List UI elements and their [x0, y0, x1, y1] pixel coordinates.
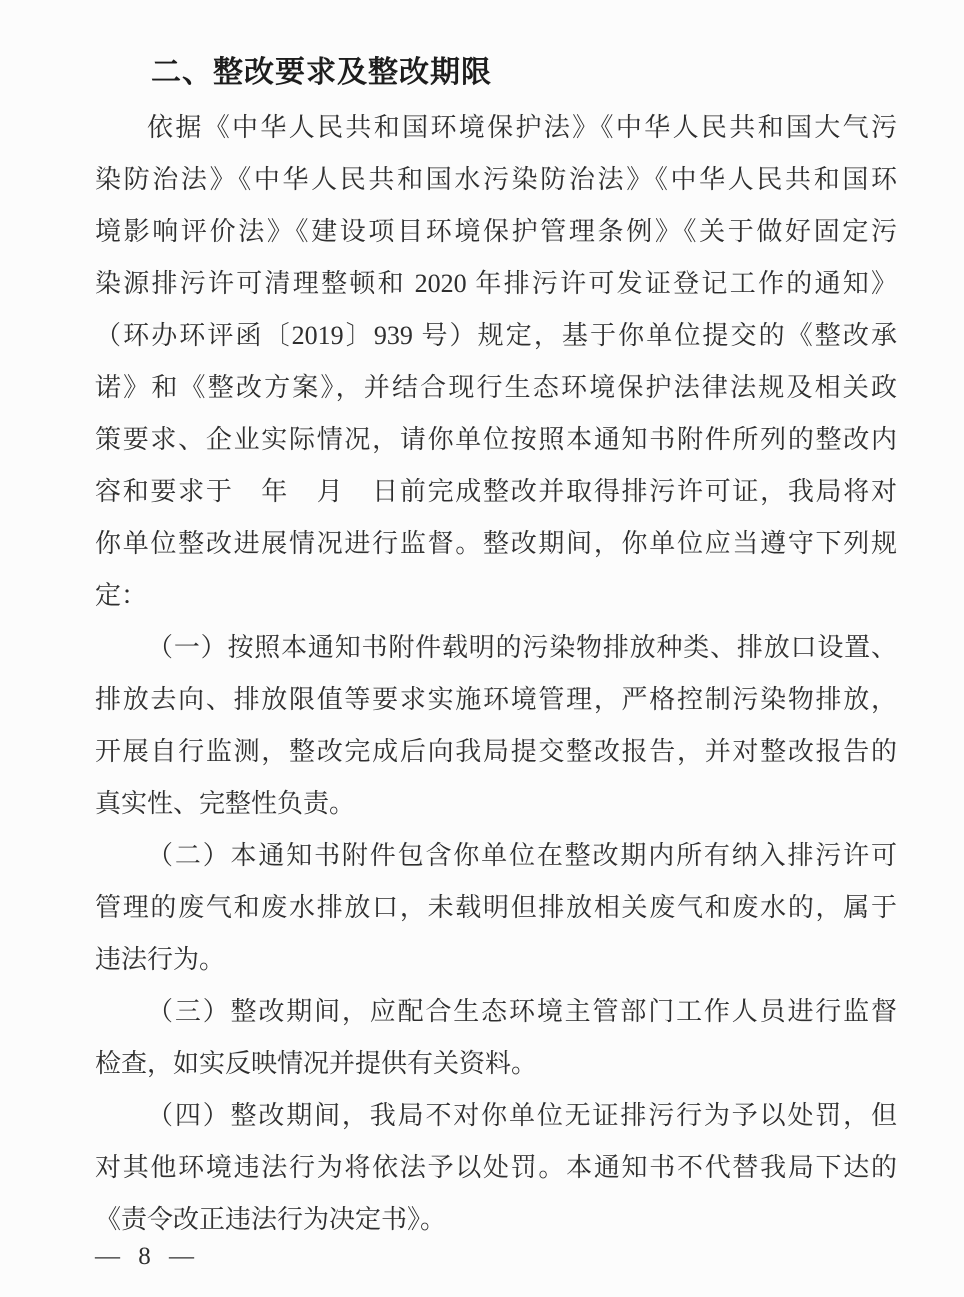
text-line: 违法行为。: [95, 945, 226, 974]
text-line: 你单位整改进展情况进行监督。整改期间，你单位应当遵守下列规: [95, 529, 897, 558]
text-line: 开展自行监测，整改完成后向我局提交整改报告，并对整改报告的: [95, 737, 897, 766]
text-line: 对其他环境违法行为将依法予以处罚。本通知书不代替我局下达的: [95, 1153, 897, 1182]
text-line: （四）整改期间，我局不对你单位无证排污行为予以处罚，但: [147, 1101, 897, 1130]
text-line: 管理的废气和废水排放口，未载明但排放相关废气和废水的，属于: [95, 893, 897, 922]
document-body: [95, 52, 897, 1246]
text-line: 依据《中华人民共和国环境保护法》《中华人民共和国大气污: [147, 113, 897, 142]
text-line: 境影响评价法》《建设项目环境保护管理条例》《关于做好固定污: [95, 217, 897, 246]
text-line: 真实性、完整性负责。: [95, 789, 356, 818]
text-line: 检查，如实反映情况并提供有关资料。: [95, 1049, 538, 1078]
text-line: 定：: [95, 581, 148, 610]
text-line: （环办环评函〔2019〕939 号）规定，基于你单位提交的《整改承: [95, 321, 897, 350]
text-line: （三）整改期间，应配合生态环境主管部门工作人员进行监督: [147, 997, 897, 1026]
text-line: （一）按照本通知书附件载明的污染物排放种类、排放口设置、: [147, 633, 897, 662]
text-line: 染防治法》《中华人民共和国水污染防治法》《中华人民共和国环: [95, 165, 897, 194]
text-line: 策要求、企业实际情况，请你单位按照本通知书附件所列的整改内: [95, 425, 897, 454]
text-line: 《责令改正违法行为决定书》。: [95, 1205, 447, 1234]
text-line: （二）本通知书附件包含你单位在整改期内所有纳入排污许可: [147, 841, 897, 870]
text-line: 染源排污许可清理整顿和 2020 年排污许可发证登记工作的通知》: [95, 269, 897, 298]
section-heading: 二、整改要求及整改期限: [151, 56, 492, 89]
text-line: 诺》和《整改方案》，并结合现行生态环境保护法律法规及相关政: [95, 373, 897, 402]
text-line: 容和要求于 年 月 日前完成整改并取得排污许可证，我局将对: [95, 477, 897, 506]
text-line: 排放去向、排放限值等要求实施环境管理，严格控制污染物排放，: [95, 685, 897, 714]
page-number: — 8 —: [95, 1243, 194, 1270]
